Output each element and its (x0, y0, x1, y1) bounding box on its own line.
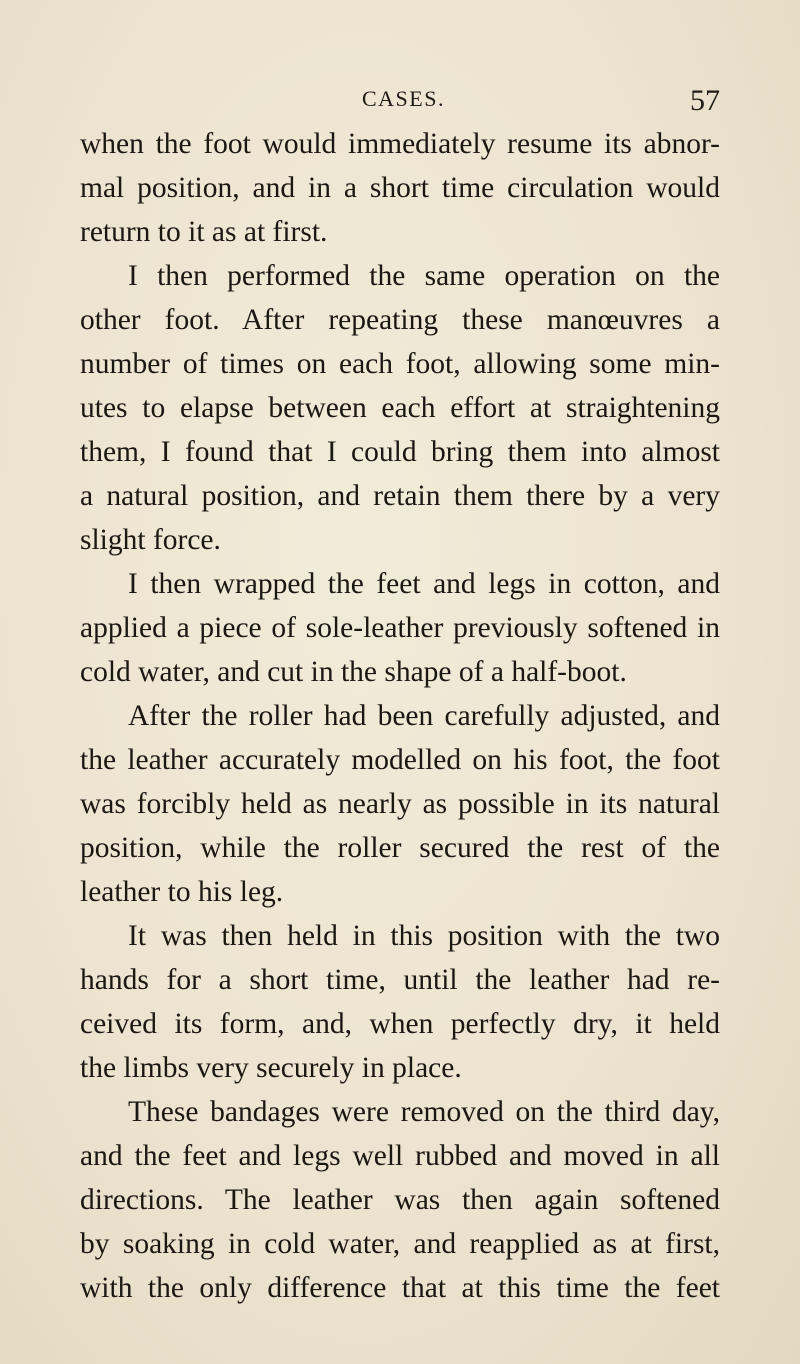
text-line: slight force. (80, 524, 221, 556)
text-line: return to it as at first. (80, 216, 328, 248)
text-line: the leather accurately modelled on his foot, the foot (80, 744, 720, 776)
text-line: other foot. After repeating these manœuvres a (80, 304, 720, 336)
text-line: leather to his leg. (80, 876, 284, 908)
running-head (80, 86, 720, 122)
body-text (80, 122, 720, 1310)
page-number: 57 (690, 84, 720, 117)
text-line: position, while the roller secured the rest of the (80, 832, 720, 864)
text-line: applied a piece of sole-leather previously softened in (80, 612, 720, 644)
text-line: utes to elapse between each effort at straightening (80, 392, 720, 424)
text-line: ceived its form, and, when perfectly dry, it held (80, 1008, 720, 1040)
text-line: the limbs very securely in place. (80, 1052, 462, 1084)
text-line: with the only difference that at this time the feet (80, 1272, 720, 1304)
text-line: hands for a short time, until the leather had re- (80, 964, 720, 996)
text-line: directions. The leather was then again softened (80, 1184, 720, 1216)
text-line: number of times on each foot, allowing some min- (80, 348, 720, 380)
text-line: mal position, and in a short time circulation would (80, 172, 720, 204)
text-line: when the foot would immediately resume its abnor- (80, 128, 720, 160)
text-line: them, I found that I could bring them into almost (80, 436, 720, 468)
text-line: by soaking in cold water, and reapplied as at first, (80, 1228, 720, 1260)
paragraph-start-line: I then performed the same operation on the (128, 260, 720, 292)
paragraph-start-line: I then wrapped the feet and legs in cotton, and (128, 568, 720, 600)
text-line: and the feet and legs well rubbed and moved in all (80, 1140, 720, 1172)
running-head-title: CASES. (362, 86, 445, 111)
text-line: cold water, and cut in the shape of a half-boot. (80, 656, 627, 688)
paragraph-start-line: These bandages were removed on the third day, (128, 1096, 720, 1128)
paragraph-start-line: After the roller had been carefully adjusted, and (128, 700, 720, 732)
text-line: a natural position, and retain them there by a very (80, 480, 720, 512)
text-line: was forcibly held as nearly as possible in its natural (80, 788, 720, 820)
paragraph-start-line: It was then held in this position with the two (128, 920, 720, 952)
